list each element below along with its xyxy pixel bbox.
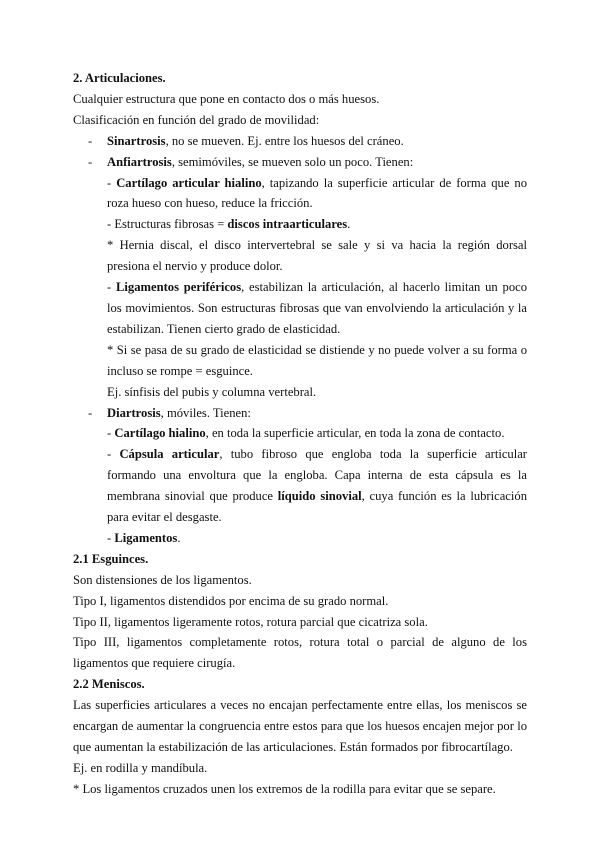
meniscos-example: Ej. en rodilla y mandíbula. <box>73 760 208 775</box>
section-heading-meniscos: 2.2 Meniscos. <box>73 677 145 692</box>
esguince-tipo-1: Tipo I, ligamentos distendidos por encima de su grado normal. <box>73 593 389 608</box>
bullet-dash: - <box>88 405 93 420</box>
bullet-dash: - <box>88 154 93 169</box>
term-diartrosis: Diartrosis <box>107 405 161 420</box>
diartrosis-cartilago: - Cartílago hialino, en toda la superficie articular, en toda la zona de contacto. <box>107 426 505 441</box>
anfiartrosis-fibrosas: - Estructuras fibrosas = discos intraarticulares. <box>107 217 351 232</box>
note-esguince: * Si se pasa de su grado de elasticidad se distiende y no puede volver a su forma o incluso se rompe = esguince. <box>107 342 527 378</box>
diartrosis-capsula: - Cápsula articular, tubo fibroso que engloba toda la superficie articular formando una envoltura que la engloba. Capa interna de esta cápsula es la membrana sinovial que produce líquido sinovial, cuya función es la lubricación para evitar el desgaste. <box>107 447 527 525</box>
document-page <box>73 68 527 800</box>
esguince-tipo-3: Tipo III, ligamentos completamente rotos, rotura total o parcial de alguno de los ligamentos que requiere cirugía. <box>73 635 527 671</box>
esguinces-definition: Son distensiones de los ligamentos. <box>73 572 252 587</box>
anfiartrosis-example: Ej. sínfisis del pubis y columna vertebral. <box>107 384 317 399</box>
mobility-list <box>73 131 527 549</box>
note-hernia-discal: * Hernia discal, el disco intervertebral se sale y si va hacia la región dorsal presiona el nervio y produce dolor. <box>107 238 527 274</box>
list-item-sinartrosis: - Sinartrosis, no se mueven. Ej. entre los huesos del cráneo. <box>73 131 527 152</box>
section-heading-esguinces: 2.1 Esguinces. <box>73 551 149 566</box>
esguince-tipo-2: Tipo II, ligamentos ligeramente rotos, rotura parcial que cicatriza sola. <box>73 614 428 629</box>
list-item-diartrosis: - Diartrosis, móviles. Tienen: - Cartílago hialino, en toda la superficie articular, en toda la zona de contacto. - Cápsula articular, tubo fibroso que engloba toda la superficie articular formando una envoltura que la engloba. Capa interna de esta cápsula es la membrana sinovial que produce líquido sinovial, cuya función es la lubricación para evitar el desgaste. - Ligamentos. <box>73 403 527 549</box>
intro-classification: Clasificación en función del grado de movilidad: <box>73 112 320 127</box>
anfiartrosis-ligamentos: - Ligamentos periféricos, estabilizan la articulación, al hacerlo limitan un poco los movimientos. Son estructuras fibrosas que van envolviendo la articulación y la estabilizan. Tienen cierto grado de elasticidad. <box>107 280 528 336</box>
bullet-dash: - <box>88 133 93 148</box>
meniscos-paragraph: Las superficies articulares a veces no encajan perfectamente entre ellas, los meniscos se encargan de aumentar la congruencia entre estos para que los huesos encajen mejor por lo que aumentan la estabilización de las articulaciones. Están formados por fibrocartílago. <box>73 698 527 754</box>
diartrosis-ligamentos: - Ligamentos. <box>107 530 181 545</box>
term-sinartrosis: Sinartrosis <box>107 133 166 148</box>
section-heading-articulaciones: 2. Articulaciones. <box>73 71 166 85</box>
note-ligamentos-cruzados: * Los ligamentos cruzados unen los extremos de la rodilla para evitar que se separe. <box>73 781 496 796</box>
intro-definition: Cualquier estructura que pone en contacto dos o más huesos. <box>73 91 380 106</box>
list-item-anfiartrosis: - Anfiartrosis, semimóviles, se mueven solo un poco. Tienen: - Cartílago articular hialino, tapizando la superficie articular de forma que no roza hueso con hueso, reduce la fricción. - Estructuras fibrosas = discos intraarticulares. * Hernia discal, el disco intervertebral se sale y si va hacia la región dorsal presiona el nervio y produce dolor. - Ligamentos periféricos, estabilizan la articulación, al hacerlo limitan un poco los movimientos. Son estructuras fibrosas que van envolviendo la articulación y la estabilizan. Tienen cierto grado de elasticidad. * Si se pasa de su grado de elasticidad se distiende y no puede volver a su forma o incluso se rompe = esguince. Ej. sínfisis del pubis y columna vertebral. <box>73 152 527 403</box>
term-anfiartrosis: Anfiartrosis <box>107 154 172 169</box>
anfiartrosis-cartilago: - Cartílago articular hialino, tapizando la superficie articular de forma que no roza hueso con hueso, reduce la fricción. <box>107 175 528 211</box>
